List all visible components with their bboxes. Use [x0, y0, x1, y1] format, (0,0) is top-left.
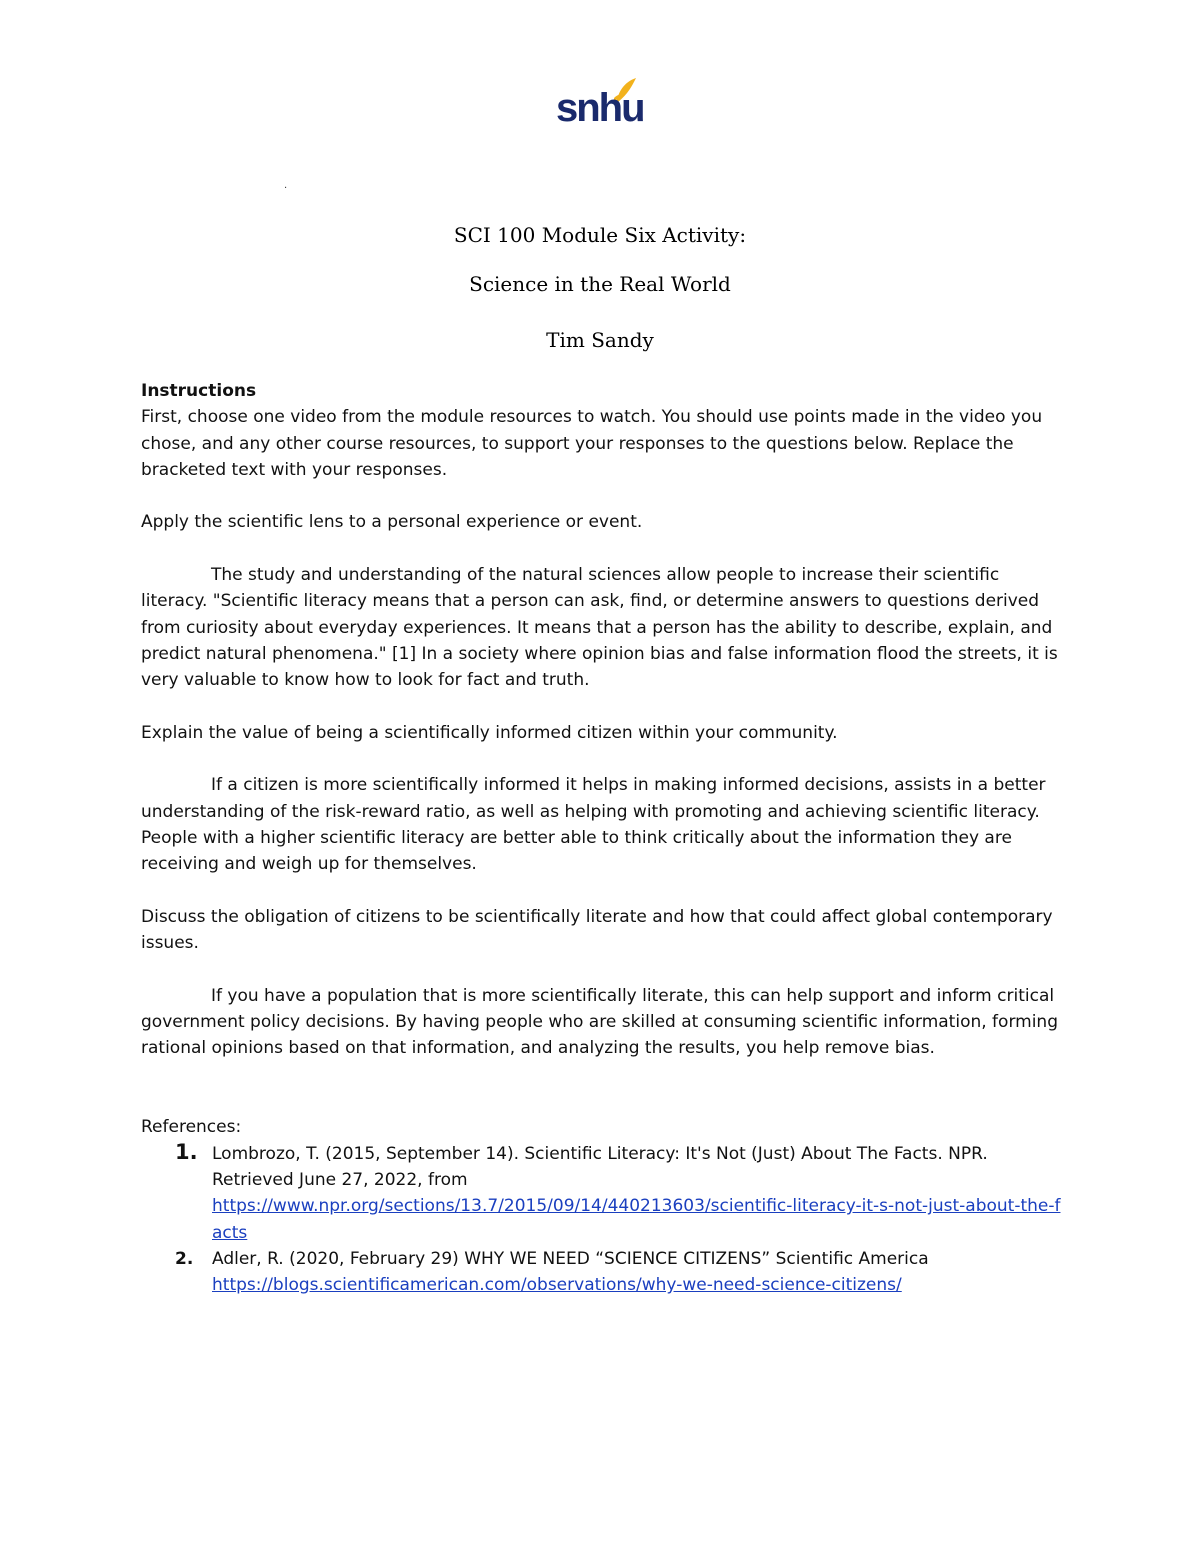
reference-number: 1. — [175, 1139, 198, 1164]
document-subtitle: Science in the Real World — [469, 272, 731, 296]
question-2-prompt: Explain the value of being a scientifically informed citizen within your community. — [141, 722, 838, 743]
instructions-heading: Instructions — [141, 381, 257, 401]
reference-item — [141, 1141, 1066, 1246]
document-body — [141, 378, 1066, 1298]
reference-link[interactable]: https://www.npr.org/sections/13.7/2015/09/14/440213603/scientific-literacy-it-s-not-just-about-the-facts — [212, 1196, 1061, 1243]
reference-text: Adler, R. (2020, February 29) WHY WE NEED “SCIENCE CITIZENS” Scientific America — [212, 1248, 929, 1269]
logo-text: snhu — [556, 86, 644, 130]
question-3-response: If you have a population that is more scientifically literate, this can help support and inform critical government policy decisions. By having people who are skilled at consuming scientific information, forming rational opinions based on that information, and analyzing the results, you help remove bias. — [141, 985, 1058, 1059]
document-title: SCI 100 Module Six Activity: — [453, 223, 747, 247]
question-3-prompt: Discuss the obligation of citizens to be scientifically literate and how that could affect global contemporary issues. — [141, 906, 1053, 954]
references-heading: References: — [141, 1117, 242, 1138]
snhu-logo — [556, 76, 644, 132]
reference-item — [141, 1246, 1066, 1299]
references-list — [141, 1141, 1066, 1299]
stray-dot: . — [284, 180, 288, 191]
author-name: Tim Sandy — [546, 328, 654, 352]
instructions-text: First, choose one video from the module resources to watch. You should use points made in the video you chose, and any other course resources, to support your responses to the questions below. Replace the bracketed text with your responses. — [141, 407, 1043, 480]
question-1-response: The study and understanding of the natural sciences allow people to increase their scientific literacy. "Scientific literacy means that a person can ask, find, or determine answers to questions derived from curiosity about everyday experiences. It means that a person has the ability to describe, explain, and predict natural phenomena." [1] In a society where opinion bias and false information flood the streets, it is very valuable to know how to look for fact and truth. — [141, 565, 1058, 691]
reference-text: Lombrozo, T. (2015, September 14). Scientific Literacy: It's Not (Just) About The Facts. NPR. Retrieved June 27, 2022, from — [212, 1143, 988, 1190]
reference-link[interactable]: https://blogs.scientificamerican.com/observations/why-we-need-science-citizens/ — [212, 1275, 902, 1296]
question-1-prompt: Apply the scientific lens to a personal experience or event. — [141, 512, 643, 533]
question-2-response: If a citizen is more scientifically informed it helps in making informed decisions, assists in a better understanding of the risk-reward ratio, as well as helping with promoting and achieving scientific literacy. People with a higher scientific literacy are better able to think critically about the information they are receiving and weigh up for themselves. — [141, 775, 1046, 875]
reference-number: 2. — [175, 1248, 194, 1269]
